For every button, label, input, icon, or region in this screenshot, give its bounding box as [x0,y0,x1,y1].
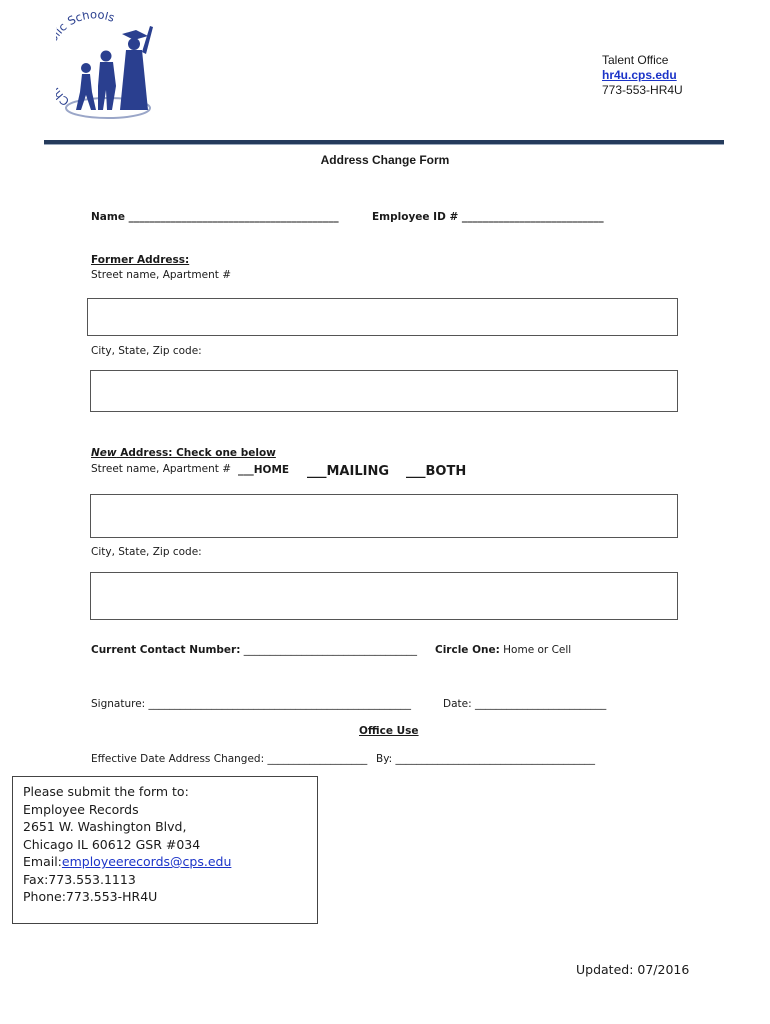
submit-phone: Phone:773.553-HR4U [23,889,158,904]
option-mailing[interactable]: ___MAILING [307,464,390,479]
new-heading-rest: Address: Check one below [116,447,276,459]
by-field[interactable]: By: ______________________________________ [376,753,596,765]
option-home[interactable]: ___HOME [238,464,290,476]
date-field[interactable]: Date: _________________________ [443,698,607,710]
new-heading-italic: New [91,447,117,459]
submit-fax: Fax:773.553.1113 [23,871,136,887]
employee-id-field[interactable]: Employee ID # ___________________________ [372,211,604,223]
new-street-input[interactable] [90,494,678,538]
effective-date-field[interactable]: Effective Date Address Changed: ___________________ [91,753,368,765]
former-city-input[interactable] [90,370,678,412]
contact-number-field[interactable] [91,644,417,656]
email-link[interactable]: employeerecords@cps.edu [61,854,232,869]
header-rule-thin [44,144,724,145]
former-city-label: City, State, Zip code: [91,345,202,357]
submit-line-2: Employee Records [23,801,139,817]
office-phone: 773-553-HR4U [602,83,683,97]
new-city-input[interactable] [90,572,678,620]
form-title: Address Change Form [320,153,450,167]
office-use-heading: Office Use [359,725,419,737]
new-city-label: City, State, Zip code: [91,546,202,558]
signature-field[interactable]: Signature: __________________________________________________ [91,698,412,710]
former-street-input[interactable] [87,298,678,336]
updated-date: Updated: 07/2016 [576,962,690,977]
former-address-heading: Former Address: [91,254,190,266]
name-field[interactable]: Name ________________________________________ [91,211,339,223]
option-both[interactable]: ___BOTH [406,464,467,479]
website-link[interactable]: hr4u.cps.edu [602,68,677,82]
circle-one-options[interactable]: Home or Cell [499,644,572,656]
cps-logo [56,12,156,124]
contact-number-blank[interactable]: _________________________________ [240,644,418,656]
submit-instructions-box [12,776,318,924]
logo-arc-text: C c Schools [56,12,117,109]
new-address-heading [91,447,276,459]
submit-line-4: Chicago IL 60612 GSR #034 [23,836,201,852]
submit-line-1: Please submit the form to: [23,784,189,799]
new-street-label: Street name, Apartment # [91,463,232,475]
office-name: Talent Office [602,53,669,67]
former-street-label: Street name, Apartment # [91,269,232,281]
contact-number-label: Current Contact Number: [91,644,241,656]
email-label: Email: [23,854,62,869]
submit-email-row [13,853,317,871]
talent-office-contact [602,53,683,98]
submit-line-3: 2651 W. Washington Blvd, [23,819,187,834]
circle-one-label: Circle One: [435,644,500,656]
circle-one [435,644,571,656]
